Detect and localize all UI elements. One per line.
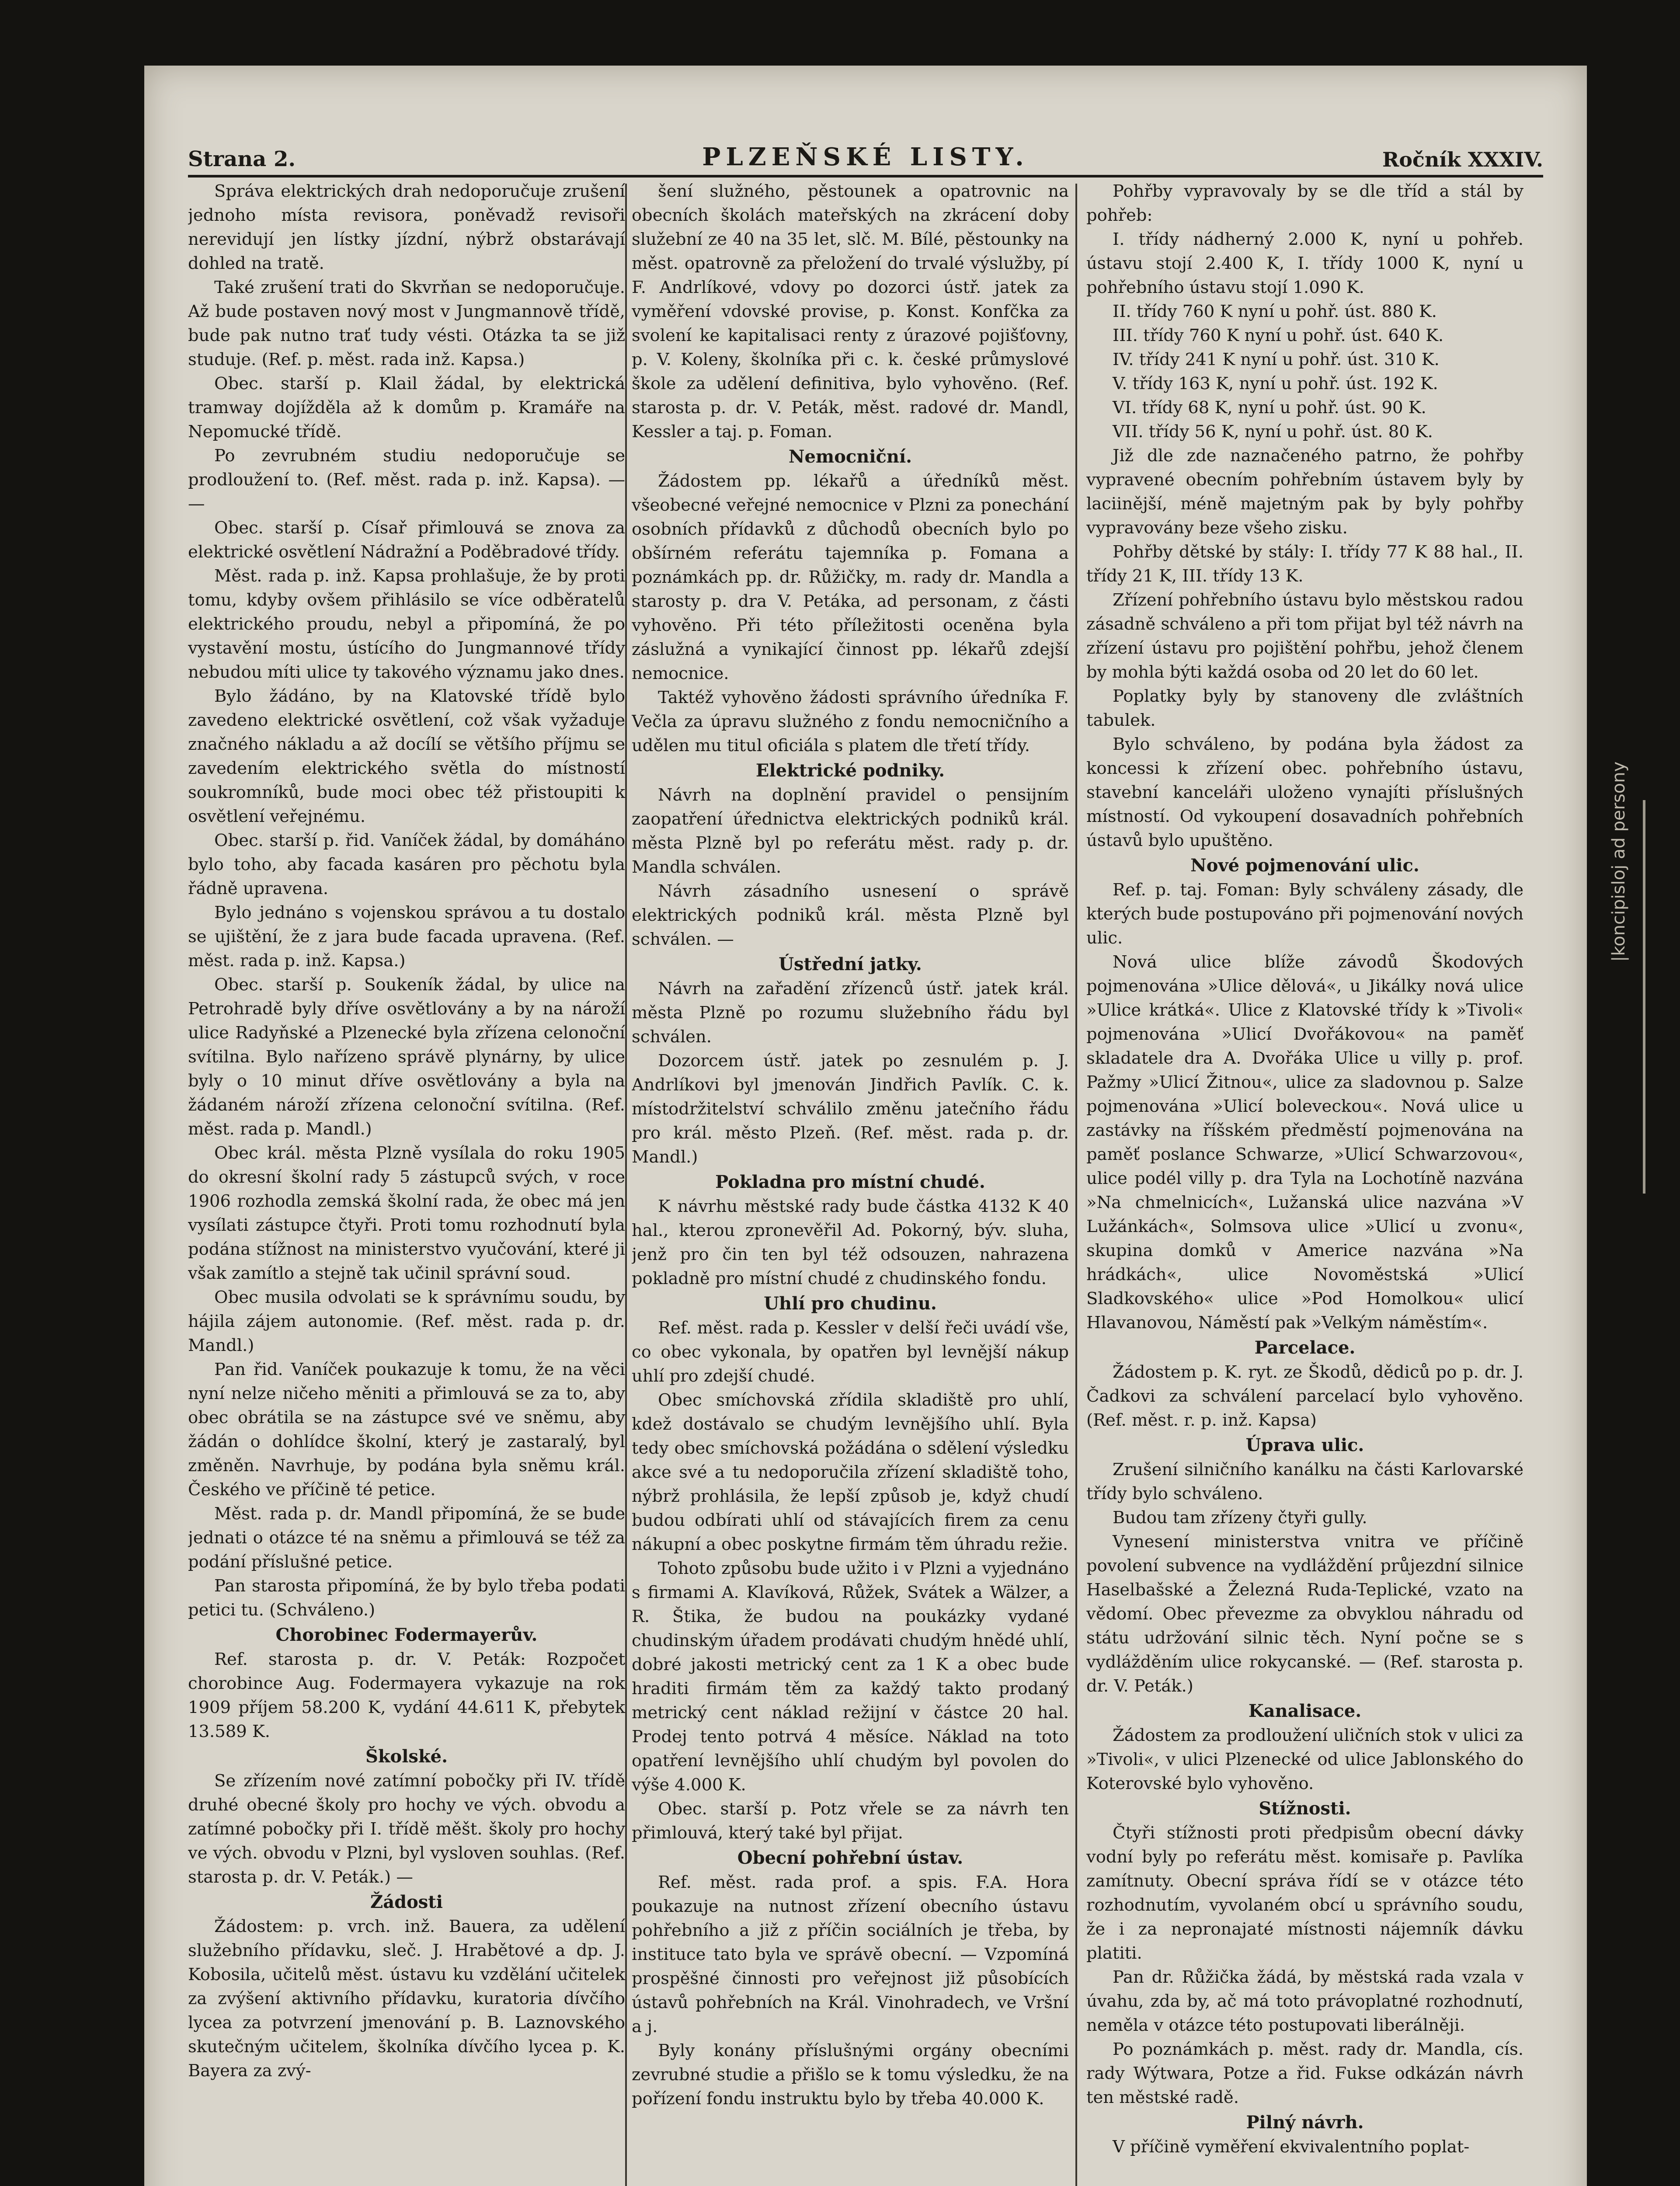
paragraph: Zrušení silničního kanálku na části Karlovarské třídy bylo schváleno.	[1086, 1460, 1523, 1504]
paragraph: Taktéž vyhověno žádosti správního úředníka F. Večla za úpravu služného z fondu nemocničního a udělen mu titul oficiála s platem dle třetí třídy.	[632, 688, 1069, 755]
section-heading: Chorobinec Fodermayerův.	[275, 1625, 538, 1645]
paragraph: II. třídy 760 K nyní u pohř. úst. 880 K.	[1113, 302, 1437, 321]
paragraph: Poplatky byly by stanoveny dle zvláštních tabulek.	[1086, 686, 1523, 730]
volume-label: Ročník XXXIV.	[1382, 148, 1543, 171]
paragraph: Vynesení ministerstva vnitra ve příčině povolení subvence na vydláždění průjezdní silnice Haselbašské a Železná Ruda-Teplické, vzato na vědomí. Obec převezme za obvyklou náhradu od státu udržování silnic těch. Nyní počne se s vydlážděním ulice rokycanské. — (Ref. starosta p. dr. V. Peták.)	[1086, 1532, 1523, 1696]
paragraph: Návrh zásadního usnesení o správě elektrických podniků král. města Plzně byl schválen. —	[632, 881, 1069, 949]
paragraph: Pan starosta připomíná, že by bylo třeba podati petici tu. (Schváleno.)	[188, 1576, 625, 1620]
paragraph: Správa elektrických drah nedoporučuje zrušení jednoho místa revisora, poněvadž revisoři nerevidují jen lístky jízdní, nýbrž obstarávají dohled na tratě.	[188, 181, 625, 273]
paragraph: Nová ulice blíže závodů Škodových pojmenována »Ulice dělová«, u Jikálky nová ulice »Ulice krátká«. Ulice z Klatovské třídy k »Tivoli« pojmenována »Ulicí Dvořákovou« na paměť skladatele dra A. Dvořáka Ulice u villy p. prof. Pažmy »Ulicí Žitnou«, ulice za sladovnou p. Salze pojmenována »Ulicí bolevеckou«. Nová ulice u zastávky na říšském předměstí pojmenována na paměť poslance Schwarze, »Ulicí Schwarzovou«, ulice podél villy p. dra Tyla na Lochotíně nazvána »Na chmelnicích«, Lužanská ulice nazvána »V Lužánkách«, Solmsova ulice »Ulicí u zvonu«, skupina domků v Americe nazvána »Na hrádkách«, ulice Novoměstská »Ulicí Sladkovského« ulice »Pod Homolkou« ulicí Hlavanovou, Náměstí pak »Velkým náměstím«.	[1086, 952, 1523, 1333]
paragraph: Žádostem za prodloužení uličních stok v ulici za »Tivoli«, v ulici Plzenecké od ulice Jablonského do Koterovské bylo vyhověno.	[1086, 1726, 1523, 1793]
paragraph: Žádostem pp. lékařů a úředníků měst. všeobecné veřejné nemocnice v Plzni za ponechání osobních přídavků z důchodů obecních bylo po obšírném referátu tajemníka p. Fomana a poznámkách pp. dr. Růžičky, m. rady dr. Mandla a starosty p. dra V. Petáka, ad personam, z části vyhověno. Při této příležitosti oceněna byla záslužná a vynikající činnost pp. lékařů zdejší nemocnice.	[632, 471, 1069, 683]
section-heading: Stížnosti.	[1259, 1798, 1351, 1819]
paragraph: VII. třídy 56 K, nyní u pohř. úst. 80 K.	[1113, 422, 1433, 442]
paragraph: Obec musila odvolati se k správnímu soudu, by hájila zájem autonomie. (Ref. měst. rada p. dr. Mandl.)	[188, 1288, 625, 1355]
column-divider	[1075, 184, 1077, 2186]
paragraph: Obec. starší p. Císař přimlouvá se znova za elektrické osvětlení Nádražní a Poděbradové třídy.	[188, 518, 625, 562]
paragraph: Obec král. města Plzně vysílala do roku 1905 do okresní školní rady 5 zástupců svých, v roce 1906 rozhodla zemská školní rada, že obec má jen vysílati zástupce čtyři. Proti tomu rozhodnutí byla podána stížnost na ministerstvo vyučování, které ji však zamítlo a stejně tak učinil správní soud.	[188, 1143, 625, 1283]
paragraph: Žádostem p. K. ryt. ze Škodů, dědiců po p. dr. J. Čadkovi za schválení parcelací bylo vyhověno. (Ref. měst. r. p. inž. Kapsa)	[1086, 1362, 1523, 1430]
paragraph: Pohřby dětské by stály: I. třídy 77 K 88 hal., II. třídy 21 K, III. třídy 13 K.	[1086, 542, 1523, 586]
section-heading: Pilný návrh.	[1246, 2112, 1364, 2133]
paragraph: Obec. starší p. řid. Vaníček žádal, by domáháno bylo toho, aby facada kasáren pro pěchotu byla řádně upravena.	[188, 831, 625, 898]
paragraph: Po zevrubném studiu nedoporučuje se prodloužení to. (Ref. měst. rada p. inž. Kapsa). — —	[188, 446, 625, 514]
section-heading: Nové pojmenování ulic.	[1190, 855, 1419, 876]
paragraph: Bylo schváleno, by podána byla žádost za koncessi k zřízení obec. pohřebního ústavu, stavební kanceláři uloženo vynajíti příslušných místností. Od vykoupení dosavadních pohřebních ústavů bylo upuštěno.	[1086, 734, 1523, 850]
paragraph: Pan řid. Vaníček poukazuje k tomu, že na věci nyní nelze ničeho měniti a přimlouvá se za to, aby obec obrátila se na zástupce své ve sněmu, aby žádán o dohlídce školní, který je zastaralý, byl změněn. Navrhuje, by podána byla sněmu král. Českého ve příčině té petice.	[188, 1360, 625, 1500]
paragraph: V příčině vyměření ekvivalentního poplat-	[1113, 2137, 1470, 2157]
column-right	[1086, 179, 1523, 2186]
paragraph: Ref. měst. rada prof. a spis. F.A. Hora poukazuje na nutnost zřízení obecního ústavu pohřebního a již z příčin sociálních je třeba, by instituce tato byla ve správě obecní. — Vzpomíná prospěšné činnosti pro veřejnost již působících ústavů pohřebních na Král. Vinohradech, ve Vršní a j.	[632, 1873, 1069, 2036]
paragraph: IV. třídy 241 K nyní u pohř. úst. 310 K.	[1113, 350, 1440, 369]
paragraph: Po poznámkách p. měst. rady dr. Mandla, cís. rady Wýtwara, Potze a řid. Fukse odkázán návrh ten městské radě.	[1086, 2040, 1523, 2107]
paragraph: Se zřízením nové zatímní pobočky při IV. třídě druhé obecné školy pro hochy ve vých. obvodu a zatímné pobočky při I. třídě měšt. školy pro hochy ve vých. obvodu v Plzni, byl vysloven souhlas. (Ref. starosta p. dr. V. Peták.) —	[188, 1771, 625, 1887]
paragraph: Obec. starší p. Soukeník žádal, by ulice na Petrohradě byly dříve osvětlovány a by na nároží ulice Radyňské a Plzenecké byla zřízena celonoční svítilna. Bylo nařízeno správě plynárny, by ulice byly o 10 minut dříve osvětlovány a byla na žádaném nároží zřízena celonoční svítilna. (Ref. měst. rada p. Mandl.)	[188, 975, 625, 1139]
paragraph: šení služného, pěstounek a opatrovnic na obecních školách mateřských na zkrácení doby služební ze 40 na 35 let, slč. M. Bílé, pěstounky na měst. opatrovně za přeložení do trvalé výslužby, pí F. Andrlíkové, vdovy po dozorci ústř. jatek za vyměření vdovské provise, p. Konst. Konfčka za svolení ke kapitalisaci renty z úrazové pojišťovny, p. V. Koleny, školníka při c. k. české průmyslové škole za udělení definitiva, bylo vyhověno. (Ref. starosta p. dr. V. Peták, měst. radové dr. Mandl, Kessler a taj. p. Foman.	[632, 181, 1069, 442]
paragraph: Obec smíchovská zřídila skladiště pro uhlí, kdež dostávalo se chudým levnějšího uhlí. Byla tedy obec smíchovská požádána o sdělení výsledku akce své a tu nedoporučila zřízení skladiště toho, nýbrž prohlásila, že lepší způsob je, když chudí budou odbírati uhlí od stávajících firem za cenu nákupní a obec poskytne firmám těm úhradu režie.	[632, 1390, 1069, 1554]
paragraph: Dozorcem ústř. jatek po zesnulém p. J. Andrlíkovi byl jmenován Jindřich Pavlík. C. k. místodržitelství schválilo změnu jatečního řádu pro král. město Plzeň. (Ref. měst. rada p. dr. Mandl.)	[632, 1051, 1069, 1167]
paragraph: Pohřby vypravovaly by se dle tříd a stál by pohřeb:	[1086, 181, 1523, 225]
paragraph: Obec. starší p. Potz vřele se za návrh ten přimlouvá, který také byl přijat.	[632, 1799, 1069, 1843]
paragraph: Také zrušení trati do Skvrňan se nedoporučuje. Až bude postaven nový most v Jungmannově třídě, bude pak nutno trať tudy vésti. Otázka ta se již studuje. (Ref. p. měst. rada inž. Kapsa.)	[188, 278, 625, 369]
paragraph: Bylo žádáno, by na Klatovské třídě bylo zavedeno elektrické osvětlení, což však vyžaduje značného nákladu a až docílí se většího příjmu se zavedením elektrického světla do místností soukromníků, bude moci obec též přistoupiti k osvětlení veřejnému.	[188, 686, 625, 826]
adjacent-page-rule	[1643, 800, 1645, 1194]
section-heading: Ústřední jatky.	[779, 954, 922, 975]
page-number: Strana 2.	[188, 147, 296, 171]
paragraph: Měst. rada p. dr. Mandl připomíná, že se bude jednati o otázce té na sněmu a přimlouvá se též za podání příslušné petice.	[188, 1504, 625, 1572]
paragraph: Čtyři stížnosti proti předpisům obecní dávky vodní byly po referátu měst. komisaře p. Pavlíka zamítnuty. Obecní správa řídí se v otázce této rozhodnutím, vyvolaném obcí u správního soudu, že i za nepronajaté místnosti nájemník dávku platiti.	[1086, 1823, 1523, 1963]
paragraph: III. třídy 760 K nyní u pohř. úst. 640 K.	[1113, 326, 1444, 345]
paragraph: Budou tam zřízeny čtyři gully.	[1113, 1508, 1367, 1528]
paragraph: Žádostem: p. vrch. inž. Bauera, za udělení služebního přídavku, sleč. J. Hrabětové a dp. J. Kobosila, učitelů měst. ústavu ku vzdělání učitelek za zvýšení aktivního přídavku, kuratoria dívčího lycea za potvrzení jmenování p. B. Laznovského skutečným učitelem, školníka dívčího lycea p. K. Bayera za zvý-	[188, 1917, 625, 2081]
section-heading: Úprava ulic.	[1245, 1435, 1364, 1455]
section-heading: Kanalisace.	[1248, 1701, 1362, 1721]
paragraph: Byly konány příslušnými orgány obecními zevrubné studie a přišlo se k tomu výsledku, že na pořízení fondu instruktu bylo by třeba 40.000 K.	[632, 2041, 1069, 2109]
paragraph: Ref. měst. rada p. Kessler v delší řeči uvádí vše, co obec vykonala, by opatřen byl levnější nákup uhlí pro zdejší chudé.	[632, 1318, 1069, 1386]
page-header	[188, 140, 1543, 178]
paragraph: K návrhu městské rady bude částka 4132 K 40 hal., kterou zpronevěřil Ad. Pokorný, býv. sluha, jenž pro čin ten byl též odsouzen, nahrazena pokladně pro místní chudé z chudinského fondu.	[632, 1197, 1069, 1288]
newspaper-page	[144, 66, 1587, 2186]
paragraph: Pan dr. Růžička žádá, by městská rada vzala v úvahu, zda by, ač má toto právoplatné rozhodnutí, neměla v otázce této postupovati liberálněji.	[1086, 1967, 1523, 2035]
adjacent-page-text: |koncipisloj ad persony	[1609, 761, 1629, 962]
section-heading: Školské.	[365, 1746, 448, 1767]
paragraph: Bylo jednáno s vojenskou správou a tu dostalo se ujištění, že z jara bude facada upravena. (Ref. měst. rada p. inž. Kapsa.)	[188, 903, 625, 971]
paragraph: Již dle zde naznačeného patrno, že pohřby vypravené obecním pohřebním ústavem byly by laciinější, méně majetným pak by byly pohřby vypravovány beze všeho zisku.	[1086, 446, 1523, 538]
paragraph: Návrh na zařadění zřízenců ústř. jatek král. města Plzně po rozumu služebního řádu byl schválen.	[632, 979, 1069, 1047]
column-left	[188, 179, 625, 2186]
paragraph: Ref. p. taj. Foman: Byly schváleny zásady, dle kterých bude postupováno při pojmenování nových ulic.	[1086, 880, 1523, 948]
paragraph: Ref. starosta p. dr. V. Peták: Rozpočet chorobince Aug. Fodermayera vykazuje na rok 1909 příjem 58.200 K, vydání 44.611 K, přebytek 13.589 K.	[188, 1650, 625, 1741]
paragraph: Tohoto způsobu bude užito i v Plzni a vyjednáno s firmami A. Klavíková, Růžek, Svátek a Wälzer, a R. Štika, že budou na poukázky vydané chudinským úřadem prodávati chudým hnědé uhlí, dobré jakosti metrický cent za 1 K a obec bude hraditi firmám těm za každý takto prodaný metrický cent náklad režijní v částce 20 hal. Prodej tento potrvá 4 měsíce. Náklad na toto opatření levnějšího uhlí chudým byl povolen do výše 4.000 K.	[632, 1559, 1069, 1795]
section-heading: Elektrické podniky.	[755, 760, 945, 781]
paragraph: VI. třídy 68 K, nyní u pohř. úst. 90 K.	[1113, 398, 1426, 418]
section-heading: Uhlí pro chudinu.	[764, 1293, 937, 1314]
section-heading: Pokladna pro místní chudé.	[715, 1172, 985, 1192]
adjacent-page-edge	[1600, 437, 1652, 962]
paragraph: I. třídy nádherný 2.000 K, nyní u pohřeb. ústavu stojí 2.400 K, I. třídy 1000 K, nyní u pohřebního ústavu stojí 1.090 K.	[1086, 230, 1523, 297]
section-heading: Obecní pohřební ústav.	[737, 1848, 963, 1868]
paragraph: Měst. rada p. inž. Kapsa prohlašuje, že by proti tomu, kdyby ovšem přihlásilo se více odběratelů elektrického proudu, nebyl a připomíná, že po vystavění mostu, ústícího do Jungmannové třídy nebudou míti ulice ty takového významu jako dnes.	[188, 566, 625, 682]
section-heading: Nemocniční.	[788, 446, 912, 467]
section-heading: Žádosti	[370, 1892, 443, 1912]
paragraph: Zřízení pohřebního ústavu bylo městskou radou zásadně schváleno a při tom přijat byl též návrh na zřízení ústavu pro pojištění pohřbu, jehož členem by mohla býti každá osoba od 20 let do 60 let.	[1086, 590, 1523, 682]
section-heading: Parcelace.	[1254, 1337, 1356, 1358]
column-middle	[632, 179, 1069, 2186]
column-divider	[625, 184, 627, 2186]
paragraph: Návrh na doplnění pravidel o pensijním zaopatření úřednictva elektrických podniků král. města Plzně byl po referátu měst. rady p. dr. Mandla schválen.	[632, 785, 1069, 877]
paragraph: V. třídy 163 K, nyní u pohř. úst. 192 K.	[1113, 374, 1438, 393]
masthead-title: PLZEŇSKÉ LISTY.	[702, 143, 1029, 171]
paragraph: Obec. starší p. Klail žádal, by elektrická tramway dojížděla až k domům p. Kramáře na Nepomucké třídě.	[188, 374, 625, 442]
